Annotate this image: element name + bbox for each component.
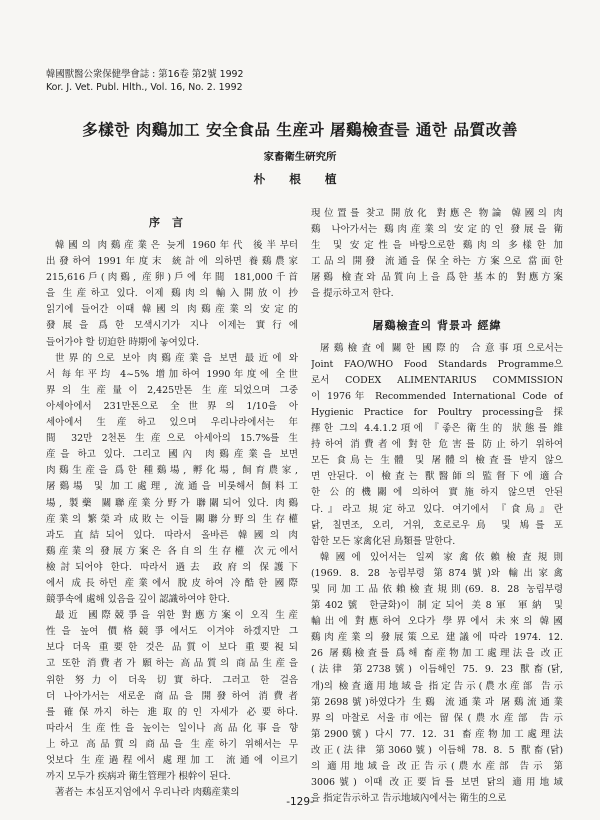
- text-line: 間 32만 2천톤 生産으로 아세아의 15.7%를 生: [46, 433, 298, 445]
- text-line: 第2900號) 다시 77. 12. 31 畜産物加工處理法: [311, 728, 563, 740]
- text-line: 및 同加工品依賴檢査規則(69. 8. 28 농림부령: [311, 583, 563, 595]
- text-line: 性을 높여 價格競爭에서도 이겨야 하겠지만 그: [46, 626, 298, 638]
- right-column: [311, 206, 563, 807]
- text-line: 生 및 安定性을 바탕으로한 鷄肉의 多樣한 加: [311, 240, 563, 252]
- journal-line-english: Kor. J. Vet. Publ. Hlth., Vol. 16, No. 2. 1992: [46, 82, 243, 93]
- text-line: 著者는 本심포지엄에서 우리나라 肉鷄産業의: [55, 787, 240, 799]
- text-line: 다.』라고 規定하고 있다. 여기에서 『食鳥』란: [311, 503, 563, 515]
- journal-header: [46, 68, 243, 94]
- text-line: 에서 成長하던 産業에서 脫皮하여 冷酷한 國際: [46, 577, 298, 589]
- text-line: Joint FAO/WHO Food Standards Programme으: [311, 358, 563, 370]
- text-line: 世界的으로 보아 肉鷄産業을 보면 最近에 와: [55, 352, 298, 364]
- text-line: 보다 더욱 重要한 것은 品質이 보다 重要視되: [46, 642, 298, 654]
- text-line: 닭, 칠면조, 오리, 거위, 호로로우鳥 및 鳩를 포: [311, 519, 563, 531]
- text-line: 들어가야 할 切迫한 時期에 놓여있다.: [46, 336, 200, 348]
- text-line: 競爭속에 處해 있음을 깊이 認識하여야 한다.: [46, 594, 230, 606]
- text-line: 함한 모든 家禽化된 鳥類를 말한다.: [311, 535, 456, 547]
- affiliation: 家畜衛生硏究所: [263, 151, 337, 163]
- text-line: 의 適用地域을 改正告示(農水産部 告示 第: [311, 761, 563, 772]
- text-line: 界의 마찰로 서울市에는 留保(農水産部 告示: [311, 712, 563, 724]
- section-heading-introduction: 序言: [149, 216, 195, 229]
- text-line: 鷄肉産業의 發展策으로 建議에 따라 1974. 12.: [311, 632, 563, 644]
- text-line: 肉鷄生産을 爲한 種鷄場, 孵化場, 飼育農家,: [46, 465, 298, 477]
- text-line: 개)의 檢査適用地域을 指定告示(農水産部 告示: [311, 680, 563, 692]
- text-line: 3006號) 이때 改正要旨를 보면 닭의 適用地域: [311, 777, 563, 789]
- text-line: 改正(法律 第3060號) 이듬해 78. 8. 5 獸畜(닭): [311, 744, 563, 756]
- text-line: 로서 CODEX ALIMENTARIUS COMMISSION: [311, 374, 563, 386]
- text-line: 위한 努力이 더욱 切實하다. 그러고 한 걸음: [46, 674, 298, 686]
- text-line: 第402號 한글화)이 制定되어 美8軍 軍納 및: [311, 600, 563, 612]
- text-line: 工品의 開發 流通을 保全하는 方案으로 當面한: [311, 256, 563, 268]
- section-heading-background: 屠鷄檢査의 背景과 經緯: [372, 318, 502, 332]
- left-column-body: [46, 238, 298, 801]
- text-line: 이 1976年 Recommended International Code of: [311, 390, 563, 402]
- text-line: 屠鷄 檢査와 品質向上을 爲한 基本的 對應方案: [311, 272, 563, 284]
- text-line: 과도 直結되어 있다. 따라서 올바른 韓國의 肉: [46, 529, 298, 541]
- text-line: Hygienic Practice for Poultry processing을 採: [311, 406, 563, 418]
- text-line: 읽기에 들어간 이때 韓國의 肉鷄産業의 安定的: [46, 304, 298, 316]
- text-line: 따라서 生産性을 높이는 일이나 高品化事을 향: [46, 722, 298, 734]
- text-line: 界의 生産量이 2,425만톤 生産되었으며 그중: [46, 384, 298, 396]
- text-line: 면 안된다. 이 檢査는 獸醫師의 監督下에 適合: [311, 471, 563, 483]
- author-name: 朴 根 植: [253, 172, 347, 186]
- text-line: 아세아에서 231만톤으로 全世界의 1/10을 아: [46, 400, 298, 412]
- text-line: (法律 第2738號) 이듬해인 75. 9. 23 獸畜(닭,: [311, 664, 563, 676]
- right-column-body: [311, 341, 563, 808]
- text-line: 産業의 繁榮과 成敗는 이들 關聯分野의 生存權: [46, 513, 298, 525]
- text-line: 檢討되어야 한다. 따라서 過去 政府의 保護下: [46, 561, 298, 573]
- text-line: 고 또한 消費者가 願하는 高品質의 商品生産을: [46, 658, 298, 670]
- text-line: 現位置를 찾고 開放化 對應은 物論 韓國의 肉: [311, 208, 563, 219]
- text-line: 産을 하고 있다. 그리고 國內 肉鷄産業을 보면: [46, 449, 298, 461]
- journal-line-korean: 韓國獸醫公衆保健學會誌 : 第16卷 第2號 1992: [46, 69, 244, 80]
- text-line: 215,616戶(肉鷄, 産卵)戶에 年間 181,000千首: [46, 272, 298, 284]
- text-line: 最近 國際競爭을 위한 對應方案이 오직 生産: [55, 610, 298, 622]
- text-line: 發展을 爲한 모색시기가 지나 이제는 實行에: [46, 320, 298, 332]
- text-line: 場, 製藥 關聯産業分野가 聯關되어 있다. 肉鷄: [46, 497, 298, 509]
- text-line: 까지 모두가 疾病과 衛生管理가 根幹이 된다.: [46, 771, 231, 783]
- right-column-intro: [311, 206, 563, 303]
- text-line: 한 公的機關에 의하여 實施하지 않으면 안된: [311, 487, 563, 499]
- text-line: 持하여 消費者에 對한 危害를 防止하기 위하여: [311, 439, 563, 451]
- text-line: 出發하여 1991年度末 統計에 의하면 養鷄農家: [46, 256, 298, 268]
- text-line: 輸出에 對應하여 오다가 學界에서 未來의 韓國: [311, 616, 563, 628]
- text-line: 屠鷄場 및 加工處理, 流通을 비롯해서 飼料工: [46, 481, 298, 493]
- text-line: 屠鷄檢査에 關한 國際的 合意事項으로서는: [320, 342, 563, 354]
- text-line: 모든 食鳥는 生體 및 屠體의 檢査를 받지 않으: [311, 455, 563, 467]
- text-line: 을 提示하고저 한다.: [311, 288, 394, 300]
- text-line: 第2698號)하였다가 生鷄 流通業과 屠鷄流通業: [311, 696, 563, 708]
- text-line: 서 每年平均 4~5% 增加하여 1990年度에 全世: [46, 368, 298, 380]
- left-column: [46, 214, 298, 801]
- text-line: 을 生産하고 있다. 이제 鷄肉의 輸入開放이 抄: [46, 288, 298, 300]
- page-number: -129-: [286, 796, 314, 808]
- text-line: 鷄 나아가서는 鷄肉産業의 安定的인 發展을 衛: [311, 224, 563, 236]
- text-line: 세아에서 生産하고 있으며 우리나라에서는 年: [46, 417, 298, 429]
- text-line: 韓國에 있어서는 일찌 家禽依賴檢査規則: [320, 551, 563, 563]
- paper-title: 多樣한 肉鷄加工 安全食品 生産과 屠鷄檢査를 通한 品質改善: [82, 120, 518, 139]
- text-line: 擇한 그의 4.4.1.2項에 『좋은 衛生的 狀態를 維: [311, 423, 563, 435]
- text-line: 上하고 高品質의 商品을 生産하기 위해서는 무: [46, 738, 298, 750]
- text-line: 더 나아가서는 새로운 商品을 開發하여 消費者: [46, 690, 298, 702]
- text-line: 韓國의 肉鷄産業은 늦게 1960年代 後半부터: [55, 240, 298, 251]
- text-line: 엇보다 生産過程에서 處理加工 流通에 이르기: [46, 755, 298, 766]
- text-line: 을 指定告示하고 告示地域內에서는 衛生的으로: [311, 793, 507, 805]
- text-line: 鷄産業의 發展方案은 各自의 生存權 次元에서: [46, 545, 298, 557]
- text-line: 를 確保까지 하는 進取的인 자세가 必要하다.: [46, 706, 298, 718]
- text-line: 26 屠鷄檢査를 爲해 畜産物加工處理法을 改正: [311, 648, 563, 660]
- text-line: (1969. 8. 28 농림부령 第874號)와 輸出家禽: [311, 567, 563, 579]
